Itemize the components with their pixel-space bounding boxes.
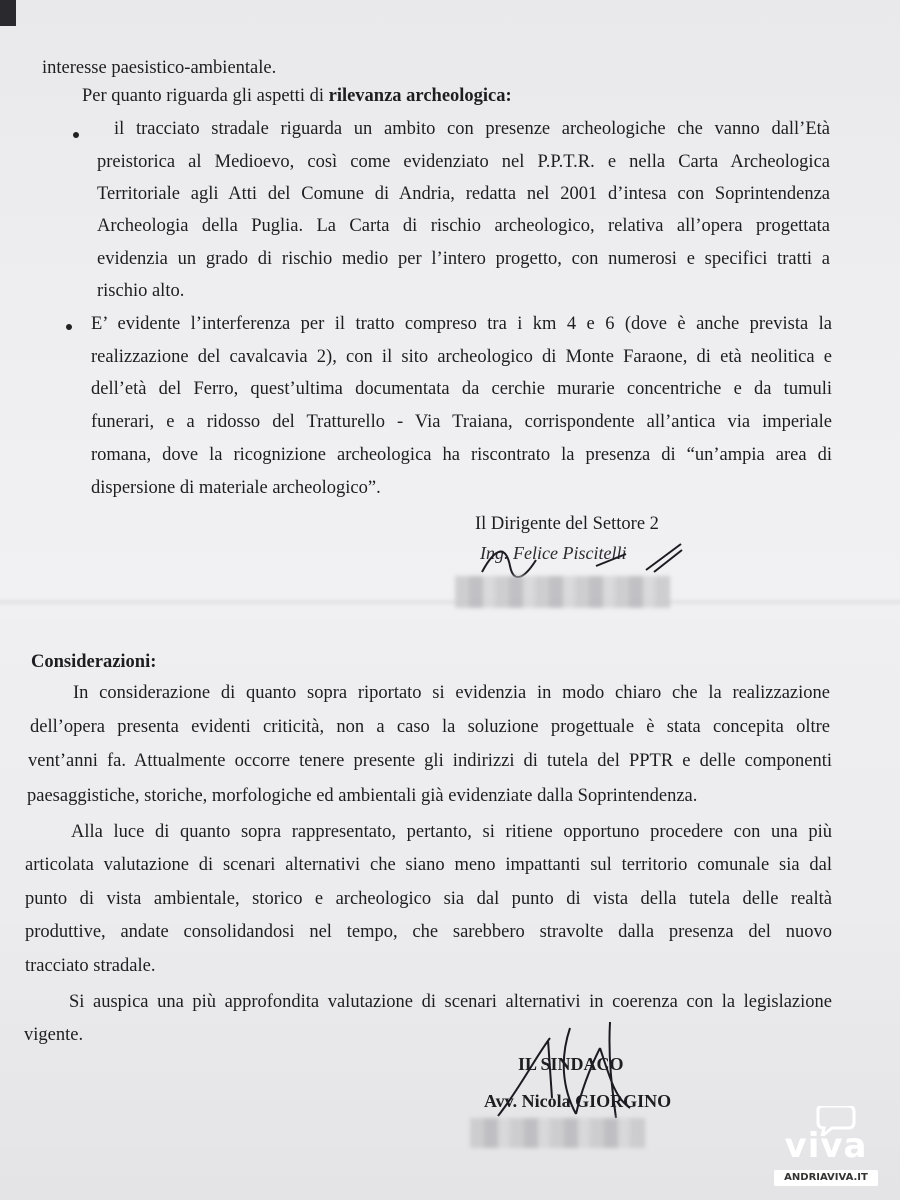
para2-line-4: tracciato stradale. bbox=[25, 956, 156, 976]
para3-line-1: vigente. bbox=[24, 1025, 84, 1045]
para3-line-0: Si auspica una più approfondita valutazione di scenari alternativi in coerenza con la legislazione bbox=[69, 992, 832, 1012]
para2-line-3: produttive, andate consolidandosi nel tempo, che sarebbero stravolte dalla presenza del nuovo bbox=[25, 922, 832, 942]
bullet2-line-0: E’ evidente l’interferenza per il tratto compreso tra i km 4 e 6 (dove è anche prevista la bbox=[91, 314, 832, 334]
bullet-dot bbox=[66, 324, 72, 330]
signature1-scribble bbox=[476, 536, 686, 580]
bullet1-line-4: evidenzia un grado di rischio medio per l’intero progetto, con numerosi e specifici tratti a bbox=[97, 249, 830, 269]
bullet-dot bbox=[73, 132, 79, 138]
signature2-name: Avv. Nicola GIORGINO bbox=[484, 1091, 672, 1111]
viva-logo bbox=[768, 1106, 884, 1186]
para2-line-0: Alla luce di quanto sopra rappresentato, pertanto, si ritiene opportuno procedere con una più bbox=[71, 822, 832, 842]
bullet1-line-2: Territoriale agli Atti del Comune di Andria, redatta nel 2001 d’intesa con Soprintendenza bbox=[97, 184, 830, 204]
bullet2-line-5: dispersione di materiale archeologico”. bbox=[91, 478, 381, 498]
bullet1-line-3: Archeologia della Puglia. La Carta di rischio archeologico, relativa all’opera progettata bbox=[97, 216, 830, 236]
bullet2-line-3: funerari, e a ridosso del Tratturello - Via Traiana, corrispondente all’antica via imperiale bbox=[91, 412, 832, 432]
redacted-stamp bbox=[470, 1118, 645, 1148]
bullet2-line-1: realizzazione del cavalcavia 2), con il sito archeologico di Monte Faraone, di età neolitica e bbox=[91, 347, 832, 367]
para2-line-1: articolata valutazione di scenari alternativi che siano meno impattanti sul territorio comunale sia dal bbox=[25, 855, 832, 875]
viva-brand: viva bbox=[784, 1126, 868, 1166]
intro-line: Per quanto riguarda gli aspetti di rilevanza archeologica: bbox=[82, 86, 512, 106]
signature2-scribble bbox=[490, 1018, 650, 1123]
viva-url: ANDRIAVIVA.IT bbox=[774, 1170, 878, 1186]
para1-line-3: paesaggistiche, storiche, morfologiche ed ambientali già evidenziate dalla Soprintendenza. bbox=[27, 786, 698, 806]
photo-corner-shadow bbox=[0, 0, 16, 26]
signature2-title: IL SINDACO bbox=[518, 1054, 624, 1074]
bullet1-line-1: preistorica al Medioevo, così come evidenziato nel P.P.T.R. e nella Carta Archeologica bbox=[97, 152, 830, 172]
paper-fold bbox=[0, 597, 900, 607]
para1-line-0: In considerazione di quanto sopra riportato si evidenzia in modo chiaro che la realizzazione bbox=[73, 683, 830, 703]
bullet1-line-0: il tracciato stradale riguarda un ambito con presenze archeologiche che vanno dall’Età bbox=[114, 119, 830, 139]
signature1-title: Il Dirigente del Settore 2 bbox=[475, 514, 659, 534]
para1-line-1: dell’opera presenta evidenti criticità, non a caso la soluzione progettuale è stata concepita oltre bbox=[30, 717, 830, 737]
top-line: interesse paesistico-ambientale. bbox=[42, 58, 277, 78]
redacted-stamp bbox=[455, 576, 670, 608]
bullet1-line-5: rischio alto. bbox=[97, 281, 185, 301]
bullet2-line-4: romana, dove la ricognizione archeologica ha riscontrato la presenza di “un’ampia area di bbox=[91, 445, 832, 465]
considerazioni-heading: Considerazioni: bbox=[31, 652, 157, 672]
para1-line-2: vent’anni fa. Attualmente occorre tenere presente gli indirizzi di tutela del PPTR e delle componenti bbox=[28, 751, 832, 771]
para2-line-2: punto di vista ambientale, storico e archeologico sia dal punto di vista della tutela delle realtà bbox=[25, 889, 832, 909]
signature1-name: Ing. Felice Piscitelli bbox=[480, 543, 627, 563]
bullet2-line-2: dell’età del Ferro, quest’ultima documentata da cerchie murarie concentriche e da tumuli bbox=[91, 379, 832, 399]
